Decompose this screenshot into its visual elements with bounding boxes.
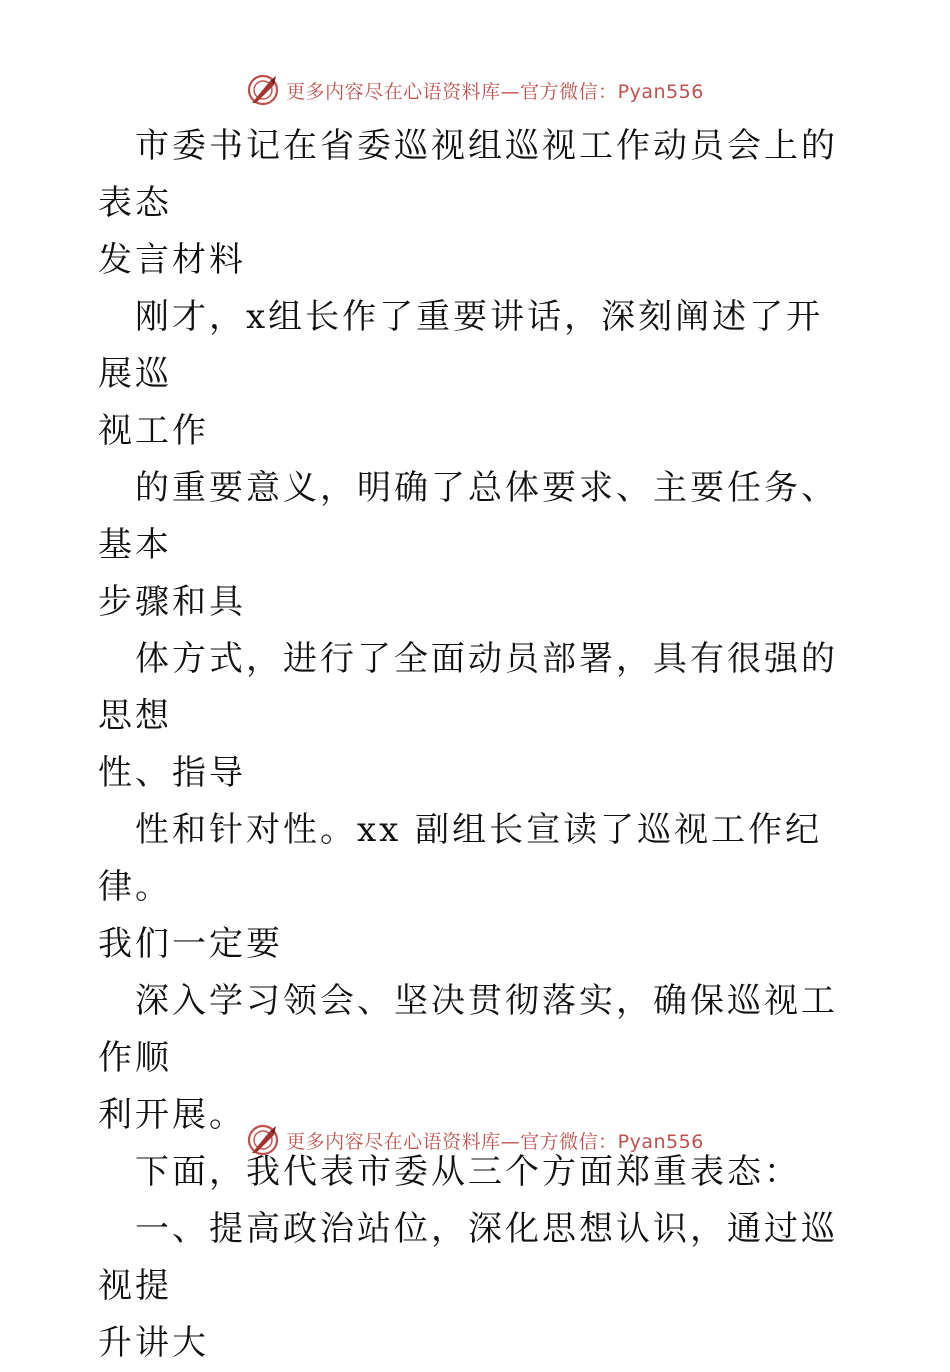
paragraph-4-line-1: 性和针对性。xx 副组长宣读了巡视工作纪律。 bbox=[98, 810, 823, 907]
document-body bbox=[98, 118, 858, 1372]
document-title bbox=[98, 118, 858, 289]
paragraph-7 bbox=[98, 1201, 858, 1372]
paragraph-1-line-1: 刚才，x组长作了重要讲话，深刻阐述了开展巡 bbox=[98, 297, 824, 394]
footer-watermark bbox=[0, 1120, 950, 1160]
title-line-2: 发言材料 bbox=[98, 240, 246, 280]
paragraph-4-line-2: 我们一定要 bbox=[98, 924, 283, 964]
header-watermark bbox=[0, 70, 950, 110]
watermark-text: 更多内容尽在心语资料库—官方微信：Pyan556 bbox=[286, 1130, 704, 1153]
paragraph-4 bbox=[98, 802, 858, 973]
paragraph-3-line-2: 性、指导 bbox=[98, 753, 246, 793]
paragraph-7-line-1: 一、提高政治站位，深化思想认识，通过巡视提 bbox=[98, 1209, 838, 1306]
paragraph-2 bbox=[98, 460, 858, 631]
paragraph-7-line-2: 升讲大 bbox=[98, 1323, 209, 1363]
paragraph-2-line-2: 步骤和具 bbox=[98, 582, 246, 622]
paragraph-1-line-2: 视工作 bbox=[98, 411, 209, 451]
title-line-1: 市委书记在省委巡视组巡视工作动员会上的表态 bbox=[98, 126, 838, 223]
paragraph-2-line-1: 的重要意义，明确了总体要求、主要任务、基本 bbox=[98, 468, 838, 565]
quill-logo-icon bbox=[246, 1123, 280, 1157]
paragraph-5-line-2: 利开展。 bbox=[98, 1095, 246, 1135]
paragraph-3-line-1: 体方式，进行了全面动员部署，具有很强的思想 bbox=[98, 639, 838, 736]
paragraph-5 bbox=[98, 973, 858, 1144]
paragraph-5-line-1: 深入学习领会、坚决贯彻落实，确保巡视工作顺 bbox=[98, 981, 838, 1078]
paragraph-1 bbox=[98, 289, 858, 460]
quill-logo-icon bbox=[246, 73, 280, 107]
paragraph-3 bbox=[98, 631, 858, 802]
paragraph-6-line-1: 下面，我代表市委从三个方面郑重表态： bbox=[135, 1152, 801, 1192]
watermark-text: 更多内容尽在心语资料库—官方微信：Pyan556 bbox=[286, 80, 704, 103]
